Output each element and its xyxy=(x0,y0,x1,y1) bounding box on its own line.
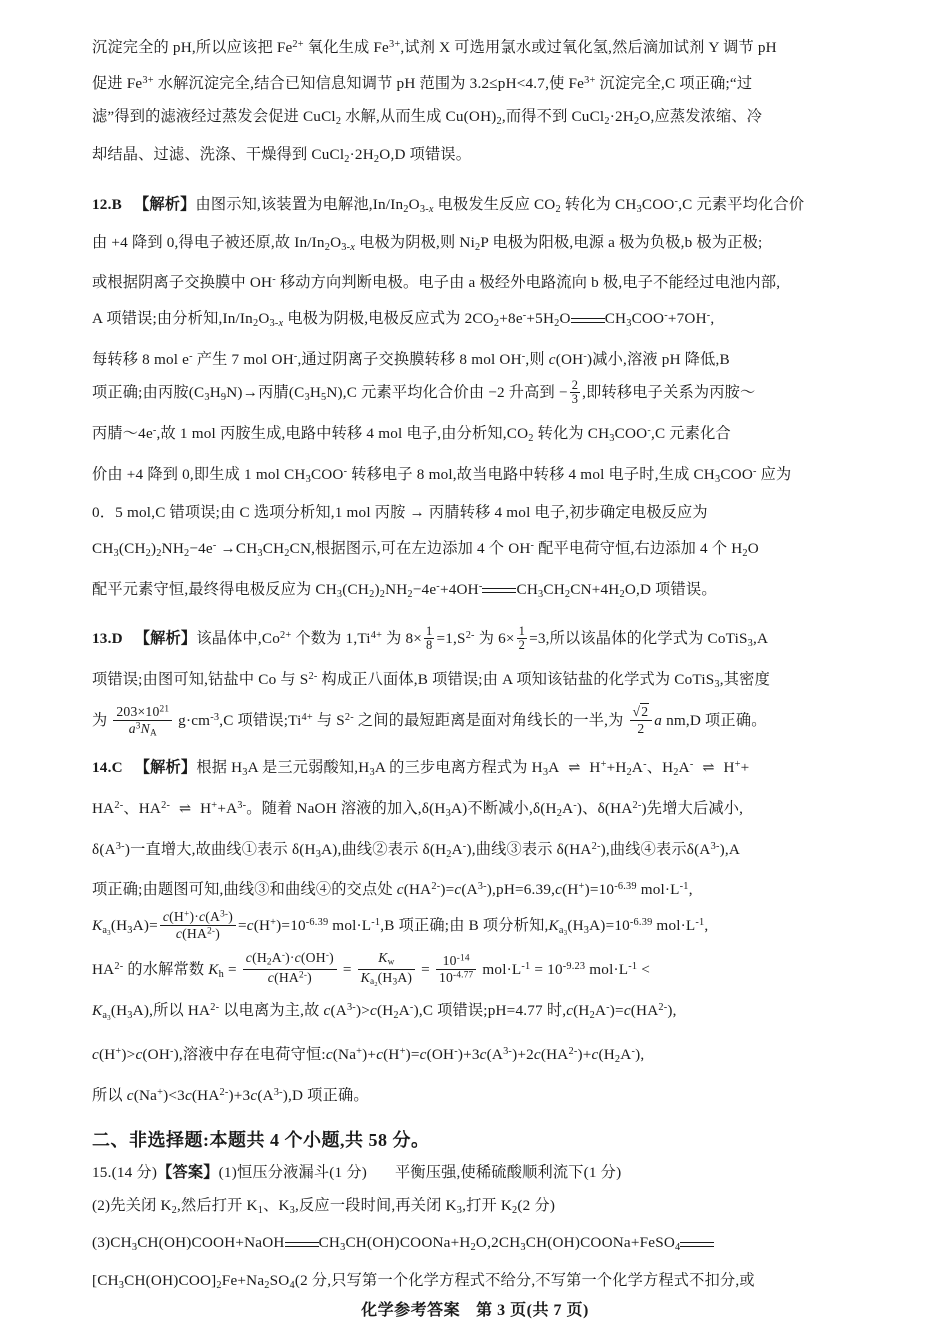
paragraph-line: 却结晶、过滤、洗涤、干燥得到 $CuCl_2\cdot 2H_2O,D$ 项错误。 xyxy=(92,145,472,165)
question-14-explanation xyxy=(92,748,882,1112)
paragraph-line: 12.B 【解析】由图示知,该装置为电解池$,In/In_2O_{3-x}$ 电极发生反应 $CO_2$ 转化为 $CH_3COO^-,C$ 元素平均化合价 xyxy=(92,195,805,215)
paragraph-line: 配平元素守恒,最终得电极反应为 $CH_3(CH_2)_2NH_2-4e^-+4OH^-$ $CH_3CH_2CN+4H_2O,D$ 项错误。 xyxy=(92,580,717,600)
equals-arrow-icon xyxy=(285,1236,319,1251)
fraction-one-eighth: $\frac{1}{8}$ xyxy=(426,623,433,653)
paragraph-line: (2)先关闭 $K_2$,然后打开 $K_1$、$K_3$,反应一段时间,再关闭 $K_3$,打开 $K_2(2$ 分) xyxy=(92,1196,556,1216)
fraction-two-thirds: $\frac{2}{3}$ xyxy=(571,377,579,407)
question-14-answer: C xyxy=(111,758,123,776)
paragraph-line: $K_{a_3}(H_3A)$,所以 $HA^{2-}$ 以电离为主,故 $c(A^{3-})>c(H_2A^-),C$ 项错误;pH=4.77 时$,c(H_2A^-)=c(HA^{2-})$, xyxy=(92,1001,677,1022)
jiexi-label: 【解析】 xyxy=(133,195,196,213)
paragraph-line: $[CH_3CH(OH)COO]_2Fe+Na_2SO_4(2$ 分,只写第一个化学方程式不给分,不写第一个化学方程式不扣分,或 xyxy=(92,1272,755,1292)
fraction-one-half: $\frac{1}{2}$ xyxy=(518,623,526,653)
reversible-arrow-icon: ⇌ xyxy=(178,800,192,817)
jiexi-label: 【解析】 xyxy=(134,758,197,776)
fraction-powers: $\frac{10^{-14}}{10^{-4.77}}$ xyxy=(436,953,476,985)
paragraph-line: 13.D 【解析】该晶体中$,Co^{2+}$ 个数为 $1,Ti^{4+}$ 为 8× $\frac{1}{8}$ $=1,S^{2-}$ 为 6× $\frac{1}{2}$ =3,所以该晶体的化学式为 CoTiS$_3$,A xyxy=(92,623,769,653)
paragraph-line: 沉淀完全的 pH,所以应该把 $Fe^{2+}$ 氧化生成 $Fe^{3+}$,试剂 X 可选用氯水或过氧化氢,然后滴加试剂 Y 调节 pH xyxy=(92,38,777,56)
question-12-answer: B xyxy=(111,195,122,213)
fraction-density: $\frac{203\times 10^{21}}{a^3N_A}$ xyxy=(113,704,172,739)
paragraph-line: 为 $\frac{203\times 10^{21}}{a^3N_A}$ $g\cdot cm^{-3},C$ 项错误$;Ti^{4+}$ 与 $S^{2-}$ 之间的最短距离是面对角线长的一半,为 $\frac{√2}{2}$ a nm,D 项正确。 xyxy=(92,703,767,739)
paragraph-line: 项正确;由丙胺$(C_3H_9N)\to$丙腈$(C_3H_5N),C$ 元素平均化合价由 −2 升高到 − $\frac{2}{3}$ ,即转移电子关系为丙胺～ xyxy=(92,377,756,407)
paragraph-line: A 项错误;由分析知$,In/In_2O_{3-x}$ 电极为阴极,电极反应式为 $2CO_2+8e^-+5H_2O$ $CH_3COO^-+7OH^-$, xyxy=(92,310,715,330)
question-13-answer: D xyxy=(111,630,123,648)
paragraph-line: 项错误;由图可知,钴盐中 Co 与 $S^{2-}$ 构成正八面体,B 项错误;由 A 项知该钴盐的化学式为 CoTiS$_3$,其密度 xyxy=(92,671,770,691)
paragraph-line: 促进 $Fe^{3+}$ 水解沉淀完全,结合已知信息知调节 pH 范围为 3.2≤pH<4.7,使 $Fe^{3+}$ 沉淀完全,C 项正确;“过 xyxy=(92,74,753,92)
paragraph-line: c(H+)>c(OH-),溶液中存在电荷守恒$:c(Na^+)+c(H^+)=c(OH^-)+3c(A^{3-})+2c(HA^{2-})+c(H_2A^-)$, xyxy=(92,1045,645,1065)
page-footer xyxy=(0,1297,950,1320)
paragraph-line: 由 +4 降到 0,得电子被还原,故 $In/In_2O_{3-x}$ 电极为阴极,则 $Ni_2P$ 电极为阳极,电源 a 极为负极,b 极为正极; xyxy=(92,233,763,253)
equals-arrow-icon xyxy=(571,312,605,327)
reversible-arrow-icon: ⇌ xyxy=(568,759,581,776)
question-15-answer xyxy=(92,1156,882,1303)
paragraph-line: 0．5 mol,C 错项误;由 C 选项分析知,1 mol 丙胺 → 丙腈转移 4 mol 电子,初步确定电极反应为 xyxy=(92,503,708,521)
paragraph-line: $HA^{2-}$ 的水解常数 $K_h$ = $\frac{c(H_2A^-)\cdot c(OH^-)}{c(HA^{2-})}$ = $\frac{K_w}{K_{a_2}(H_3A)}$ = $\frac{10^{-14}}{10^{-4.77}}$ $mol\cdot L^{-1} = 10^{-9.23}$ $mol\cdot L^{-1}$ < xyxy=(92,950,651,988)
fraction-kw-ka2: $\frac{K_w}{K_{a_2}(H_3A)}$ xyxy=(358,950,416,988)
question-14-number: 14. xyxy=(92,758,112,776)
question-12-number: 12. xyxy=(92,195,112,213)
section-2-heading: 二、非选择题:本题共 4 个小题,共 58 分。 xyxy=(92,1129,430,1150)
fraction-sqrt2-over-2: $\frac{√2}{2}$ xyxy=(630,704,653,736)
paragraph-line: 项正确;由题图可知,曲线③和曲线④的交点处 $c(HA^{2-})=c(A^{3-}),pH=6.39,c(H^+)=10^{-6.39}$ $mol\cdot L^{-1}$, xyxy=(92,881,693,899)
question-11-continuation xyxy=(92,28,882,176)
q15-line1b: 平衡压强,使稀硫酸顺利流下(1 分) xyxy=(394,1163,622,1181)
paragraph-line: 滤”得到的滤液经过蒸发会促进 CuCl$_2$ 水解,从而生成 $Cu(OH)_2$,而得不到 $CuCl_2\cdot 2H_2O$,应蒸发浓缩、冷 xyxy=(92,107,763,127)
paragraph-line: 14.C 【解析】根据 $H_3A$ 是三元弱酸知$,H_3A$ 的三步电离方程式为 $H_3A$ ⇌ $H^++H_2A^-$、$H_2A^-$ ⇌ H++ xyxy=(92,748,882,789)
equals-arrow-icon xyxy=(482,582,516,597)
paragraph-line xyxy=(92,1156,882,1189)
paragraph-line: $(3)CH_3CH(OH)COOH+NaOH$ $CH_3CH(OH)COONa+H_2O,2CH_3CH(OH)COONa+FeSO_4$ xyxy=(92,1226,882,1264)
paragraph-line: 或根据阴离子交换膜中 OH- 移动方向判断电极。电子由 a 极经外电路流向 b 极,电子不能经过电池内部, xyxy=(92,274,781,292)
paragraph-line: 所以 $c(Na^+)<3c(HA^{2-})+3c(A^{3-}),D$ 项正确。 xyxy=(92,1086,369,1104)
paragraph-line: 每转移 8 mol e- 产生 7 mol OH-,通过阴离子交换膜转移 8 mol OH-,则 c(OH-)减小,溶液 pH 降低,B xyxy=(92,351,730,369)
paragraph-line: $HA^{2-}$、$HA^{2-}$ ⇌ $H^++A^{3-}$。随着 NaOH 溶液的加入$,\delta(H_3A)$不断减小$,\delta(H_2A^-)$、$\delta(HA^{2-})$先增大后减小, xyxy=(92,789,882,830)
fraction-kh: $\frac{c(H_2A^-)\cdot c(OH^-)}{c(HA^{2-})}$ xyxy=(243,950,337,985)
question-13-number: 13. xyxy=(92,630,112,648)
footer-title: 化学参考答案 xyxy=(361,1302,461,1319)
answer-label: 【答案】 xyxy=(157,1163,219,1181)
paragraph-line: 价由 +4 降到 0,即生成 1 mol $CH_3COO^-$ 转移电子 8 mol,故当电路中转移 4 mol 电子时,生成 $CH_3COO^-$ 应为 xyxy=(92,465,792,485)
question-15-score: (14 分) xyxy=(111,1163,158,1181)
reversible-arrow-icon: ⇌ xyxy=(702,759,715,776)
jiexi-label: 【解析】 xyxy=(134,630,197,648)
question-12-explanation xyxy=(92,185,882,611)
question-13-explanation xyxy=(92,619,882,738)
q15-line1a: (1)恒压分液漏斗(1 分) xyxy=(218,1163,367,1181)
paragraph-line: $\delta(A^{3-})$一直增大,故曲线①表示 $\delta(H_3A)$,曲线②表示 $\delta(H_2A^-)$,曲线③表示 $\delta(HA^{2-})$,曲线④表示$\delta(A^{3-}),A$ xyxy=(92,840,741,860)
paragraph-line: $CH_3(CH_2)_2NH_2-4e^- \to CH_3CH_2CN$,根据图示,可在左边添加 4 个 OH- 配平电荷守恒,右边添加 4 个 $H_2O$ xyxy=(92,539,759,559)
footer-page-number: 第 3 页(共 7 页) xyxy=(476,1302,589,1319)
paragraph-line: $K_{a_3}(H_3A)=$ $\frac{c(H^+)\cdot c(A^{3-})}{c(HA^{2-})}$ $=c(H^+)=10^{-6.39}$ $mol\cdot L^{-1},B$ 项正确;由 B 项分析知$,K_{a_3}(H_3A)=10^{-6.39}$ $mol\cdot L^{-1}$, xyxy=(92,909,709,941)
fraction-ka3: $\frac{c(H^+)\cdot c(A^{3-})}{c(HA^{2-})}$ xyxy=(160,909,236,941)
page-content xyxy=(92,28,882,1311)
paragraph-line: 丙腈～4e-,故 1 mol 丙胺生成,电路中转移 4 mol 电子,由分析知$,CO_2$ 转化为 $CH_3COO^-,C$ 元素化合 xyxy=(92,425,731,444)
question-15-number: 15. xyxy=(92,1163,112,1181)
equals-arrow-icon xyxy=(680,1236,714,1251)
